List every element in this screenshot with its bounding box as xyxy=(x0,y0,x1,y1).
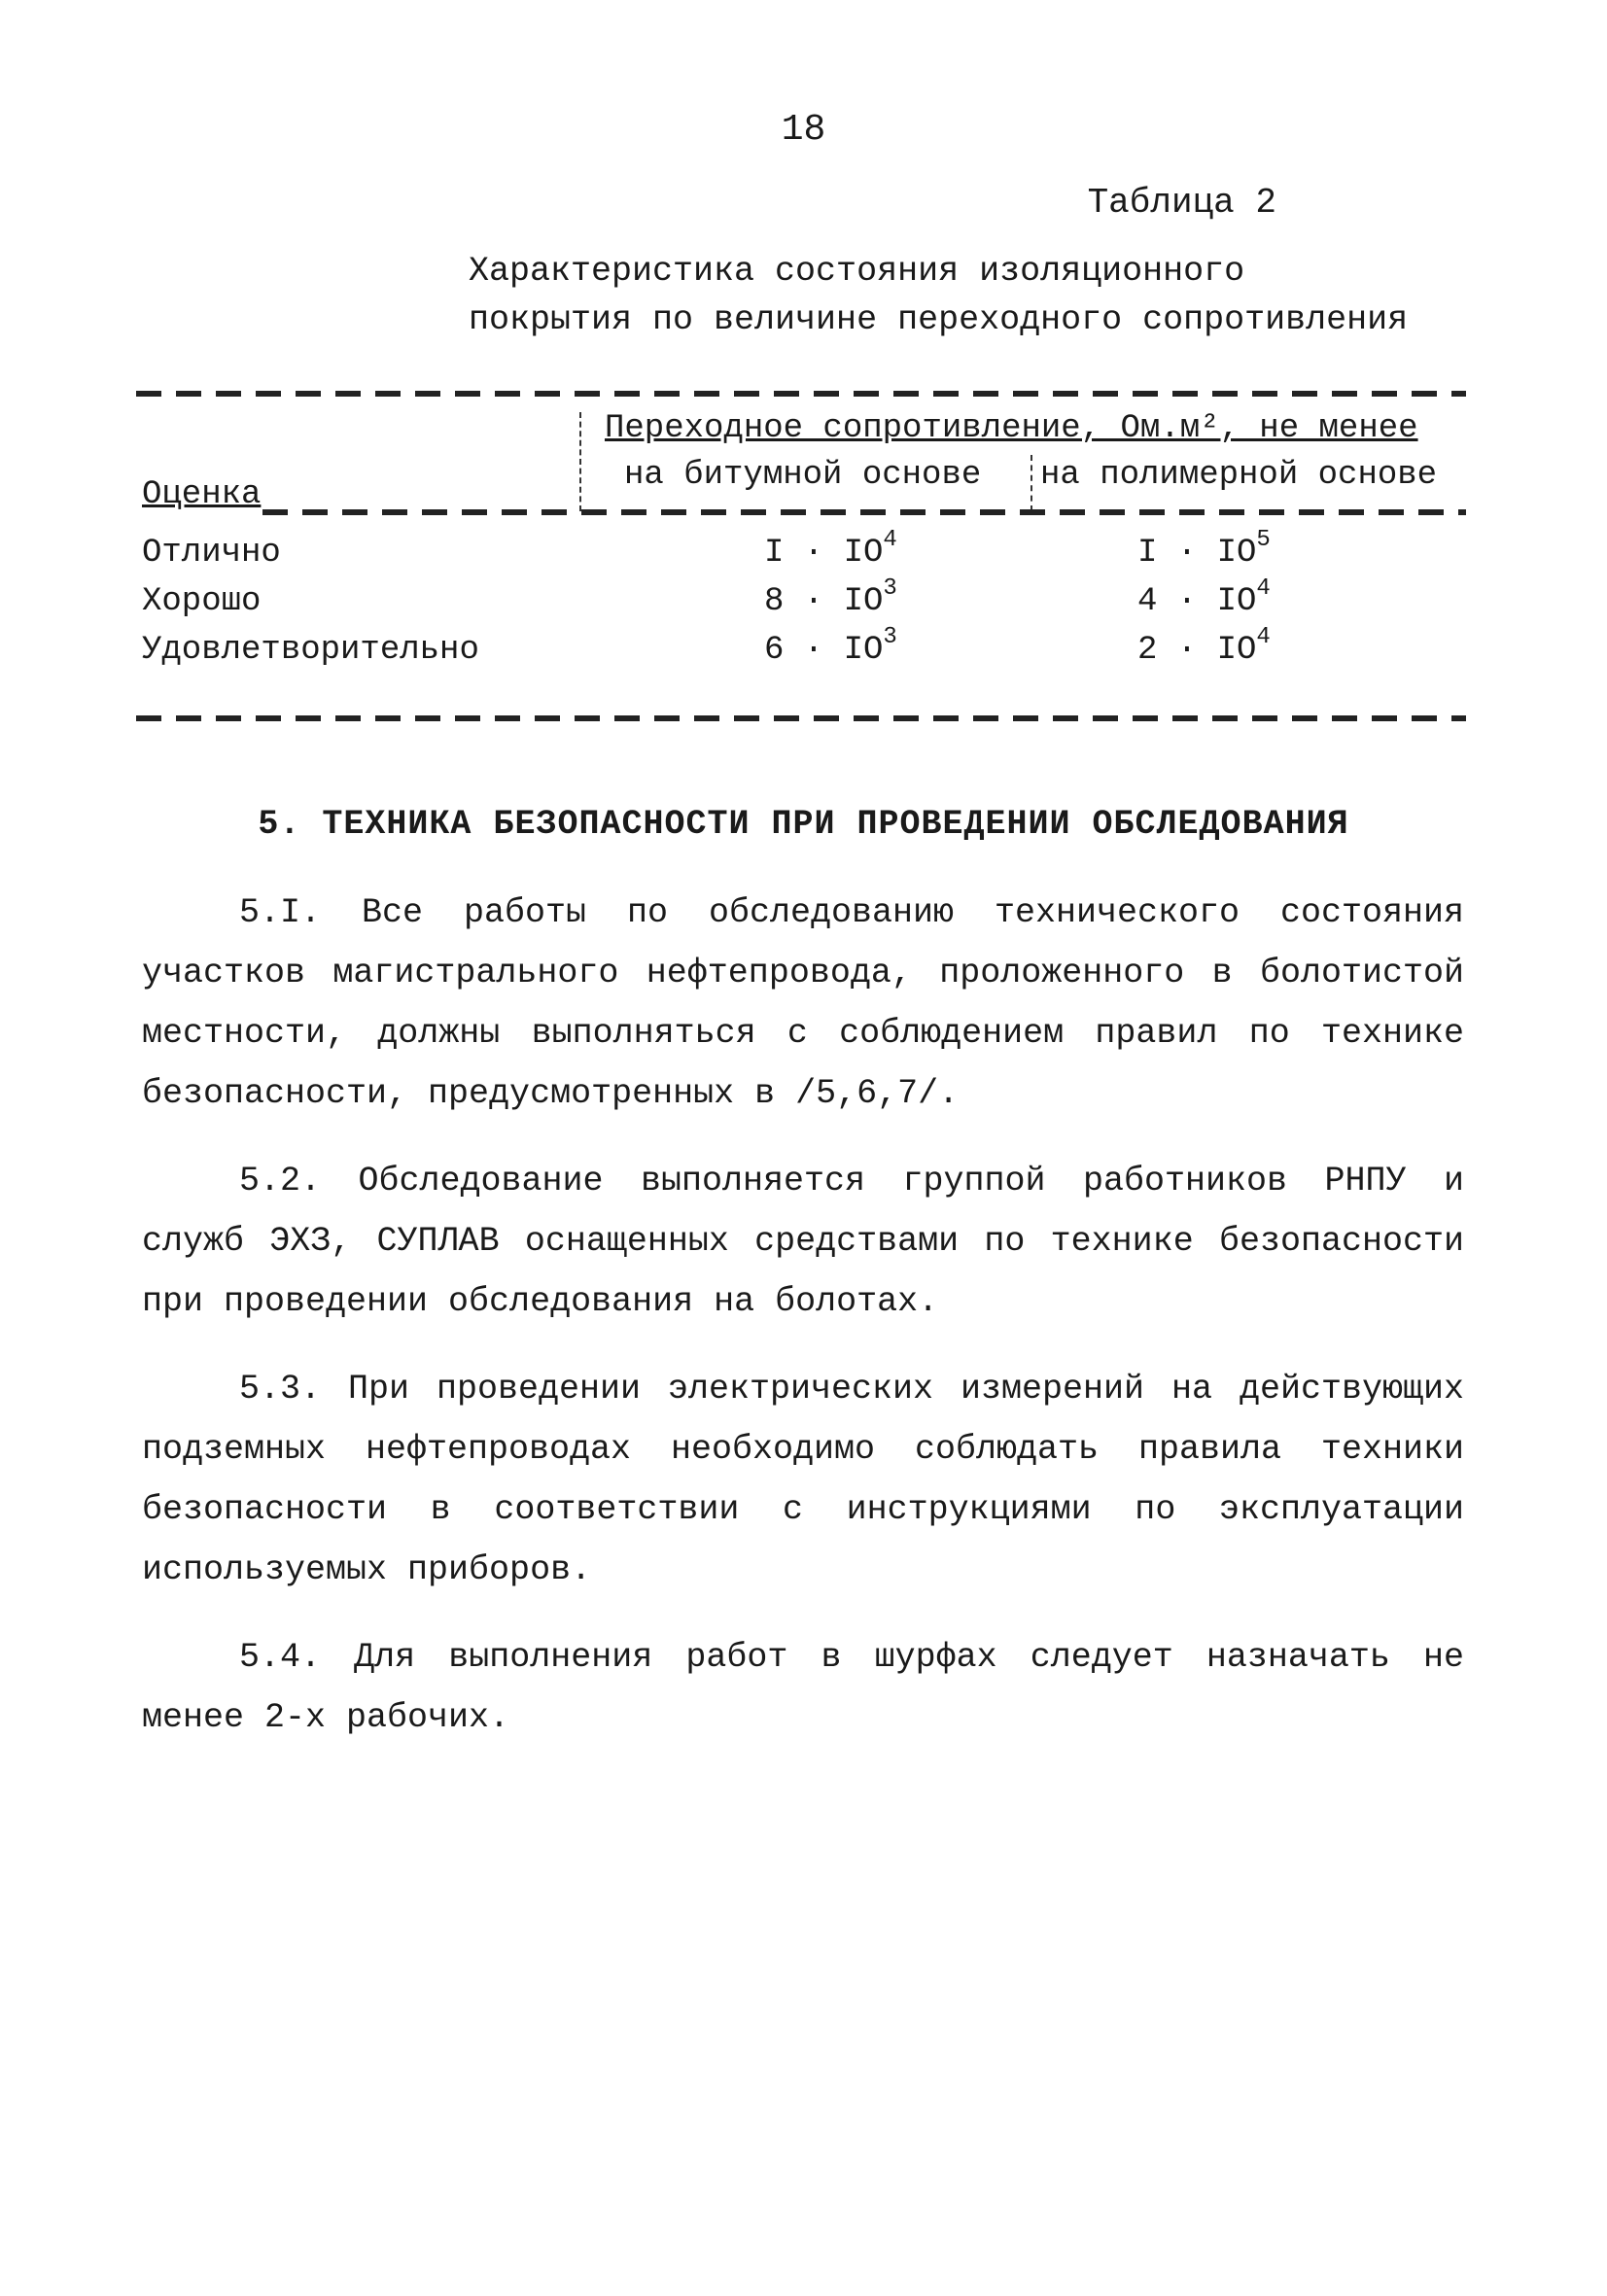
table-row-3-polymer: $2 \cdot IO^4$ xyxy=(1137,624,1271,669)
table-row-3-rating: Удовлетворительно xyxy=(142,632,479,669)
table-label: Таблица 2 xyxy=(1087,183,1276,223)
column-divider-right xyxy=(1031,455,1032,511)
table-row-2-polymer: $4 \cdot IO^4$ xyxy=(1137,575,1271,620)
table-row-1-polymer: $I \cdot IO^5$ xyxy=(1137,527,1271,572)
table-row-2-bitumen: $8 \cdot IO^3$ xyxy=(764,575,897,620)
table-caption-line-2: покрытия по величине переходного сопротивления xyxy=(469,300,1409,339)
paragraph-5-3: 5.3. При проведении электрических измерений на действующих подземных нефтепроводах необходимо соблюдать правила техники безопасности в соответствии с инструкциями по эксплуатации используемых приборов. xyxy=(142,1370,1464,1589)
table-caption-line-1: Характеристика состояния изоляционного xyxy=(469,252,1245,291)
table-header-rating: Оценка xyxy=(142,476,262,513)
table-header-main: Переходное сопротивление, Ом.м², не менее xyxy=(605,410,1418,447)
table-row-1-rating: Отлично xyxy=(142,535,281,572)
table-header-polymer: на полимерной основе xyxy=(1040,457,1438,494)
table-bottom-rule xyxy=(136,715,1466,721)
table-header-rule xyxy=(262,509,1466,515)
paragraph-5-2: 5.2. Обследование выполняется группой работников РНПУ и служб ЭХЗ, СУПЛАВ оснащенных средствами по технике безопасности при проведении обследования на болотах. xyxy=(142,1162,1464,1321)
section-body xyxy=(142,883,1464,1775)
table-row-1-bitumen: $I \cdot IO^4$ xyxy=(764,527,897,572)
table-top-rule xyxy=(136,391,1466,397)
paragraph-5-1: 5.I. Все работы по обследованию технического состояния участков магистрального нефтепровода, проложенного в болотистой местности, должны выполняться с соблюдением правил по технике безопасности, предусмотренных в /5,6,7/. xyxy=(142,893,1464,1113)
section-heading: 5. ТЕХНИКА БЕЗОПАСНОСТИ ПРИ ПРОВЕДЕНИИ ОБСЛЕДОВАНИЯ xyxy=(258,805,1349,844)
table-caption xyxy=(469,247,1421,344)
table-row-3-bitumen: $6 \cdot IO^3$ xyxy=(764,624,897,669)
column-divider-left xyxy=(579,412,581,511)
table-row-2-rating: Хорошо xyxy=(142,583,262,620)
paragraph-5-4: 5.4. Для выполнения работ в шурфах следует назначать не менее 2-х рабочих. xyxy=(142,1638,1464,1737)
table-header-bitumen: на битумной основе xyxy=(624,457,982,494)
page-number: 18 xyxy=(781,109,826,151)
